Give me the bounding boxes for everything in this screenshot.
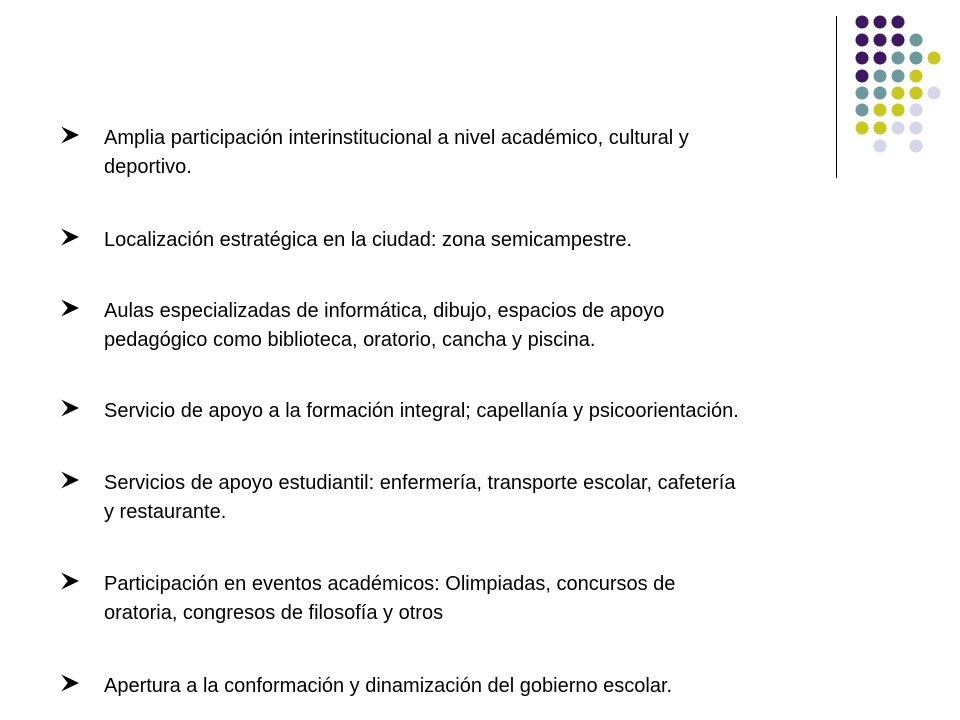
arrow-bullet-icon: [58, 125, 80, 145]
arrow-bullet-icon: [58, 298, 80, 318]
decorative-dot: [910, 70, 923, 83]
arrow-bullet-icon: [58, 227, 80, 247]
bullet-text: Aulas especializadas de informática, dibujo, espacios de apoyo pedagógico como biblioteca, oratorio, cancha y piscina.: [104, 300, 665, 351]
decorative-dot: [874, 87, 887, 100]
decorative-dot: [874, 34, 887, 47]
bullet-text: Servicios de apoyo estudiantil: enfermería, transporte escolar, cafetería y restaurante.: [104, 472, 736, 523]
decorative-dot: [928, 52, 941, 65]
decorative-dot: [928, 87, 941, 100]
arrow-bullet-icon: [58, 470, 80, 490]
bullet-text: Localización estratégica en la ciudad: zona semicampestre.: [104, 229, 633, 251]
decorative-dot: [856, 104, 869, 117]
decorative-dot: [892, 122, 905, 135]
arrow-bullet-icon: [58, 571, 80, 591]
decorative-dot: [856, 52, 869, 65]
decorative-dot: [874, 70, 887, 83]
bullet-text: Apertura a la conformación y dinamización del gobierno escolar.: [104, 675, 673, 697]
decorative-dot: [892, 104, 905, 117]
decorative-dot: [910, 104, 923, 117]
arrow-bullet-icon: [58, 673, 80, 693]
decorative-dot: [874, 52, 887, 65]
decorative-dot: [874, 16, 887, 29]
decorative-dot: [856, 16, 869, 29]
decorative-dot: [892, 87, 905, 100]
decorative-dot: [856, 87, 869, 100]
decorative-dot: [910, 87, 923, 100]
decorative-dot: [910, 52, 923, 65]
decorative-dot: [892, 16, 905, 29]
decorative-dot: [910, 122, 923, 135]
arrow-bullet-icon: [58, 398, 80, 418]
decorative-dot: [892, 34, 905, 47]
decorative-dot: [892, 52, 905, 65]
bullet-text: Participación en eventos académicos: Olimpiadas, concursos de oratoria, congresos de filosofía y otros: [104, 573, 676, 624]
decorative-dot: [892, 70, 905, 83]
bullet-text: Servicio de apoyo a la formación integral; capellanía y psicoorientación.: [104, 400, 739, 422]
decorative-dot: [856, 34, 869, 47]
decorative-dot: [856, 70, 869, 83]
bullet-text: Amplia participación interinstitucional a nivel académico, cultural y deportivo.: [104, 127, 689, 178]
decorative-dot: [874, 104, 887, 117]
decorative-dot: [910, 34, 923, 47]
decorative-dot: [910, 140, 923, 153]
